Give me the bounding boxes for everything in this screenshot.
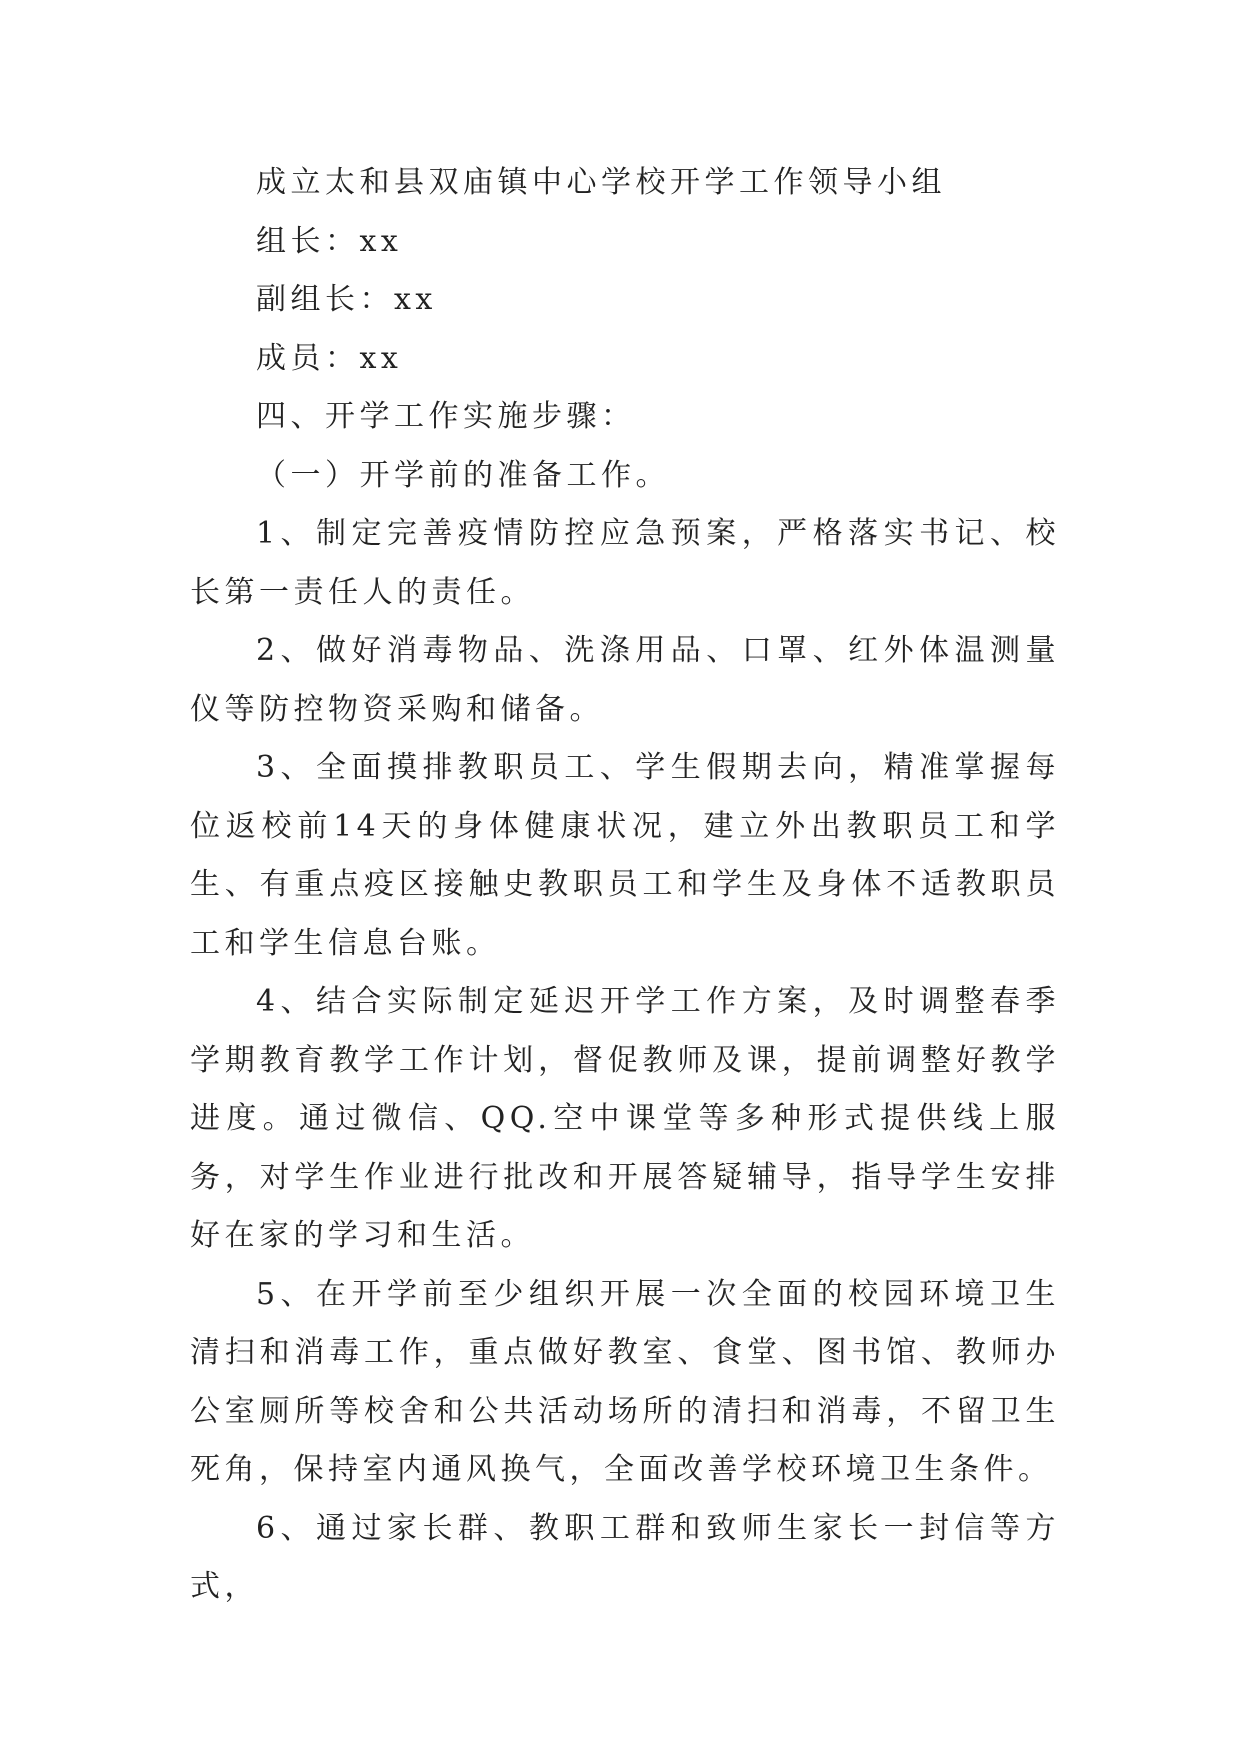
- section-heading-steps: 四、开学工作实施步骤：: [256, 399, 636, 434]
- paragraph-group-title: 成立太和县双庙镇中心学校开学工作领导小组: [256, 165, 946, 200]
- document-body: [190, 154, 1060, 1617]
- subsection-heading-preparation: （一）开学前的准备工作。: [256, 457, 670, 493]
- paragraph-item-5: 5、在开学前至少组织开展一次全面的校园环境卫生清扫和消毒工作，重点做好教室、食堂、图书馆、教师办公室厕所等校舍和公共活动场所的清扫和消毒，不留卫生死角，保持室内通风换气，全面改善学校环境卫生条件。: [190, 1276, 1060, 1487]
- paragraph-deputy-leader: 副组长：xx: [256, 282, 437, 317]
- paragraph-item-3: 3、全面摸排教职员工、学生假期去向，精准掌握每位返校前14天的身体健康状况，建立外出教职员工和学生、有重点疫区接触史教职员工和学生及身体不适教职员工和学生信息台账。: [190, 750, 1060, 961]
- paragraph-item-1: 1、制定完善疫情防控应急预案，严格落实书记、校长第一责任人的责任。: [190, 516, 1060, 610]
- paragraph-item-6: 6、通过家长群、教职工群和致师生家长一封信等方式，: [190, 1510, 1060, 1604]
- paragraph-item-2: 2、做好消毒物品、洗涤用品、口罩、红外体温测量仪等防控物资采购和储备。: [190, 633, 1060, 727]
- paragraph-group-leader: 组长：xx: [256, 223, 403, 259]
- paragraph-members: 成员：xx: [256, 340, 403, 376]
- paragraph-item-4: 4、结合实际制定延迟开学工作方案，及时调整春季学期教育教学工作计划，督促教师及课，提前调整好教学进度。通过微信、QQ.空中课堂等多种形式提供线上服务，对学生作业进行批改和开展答疑辅导，指导学生安排好在家的学习和生活。: [190, 984, 1060, 1253]
